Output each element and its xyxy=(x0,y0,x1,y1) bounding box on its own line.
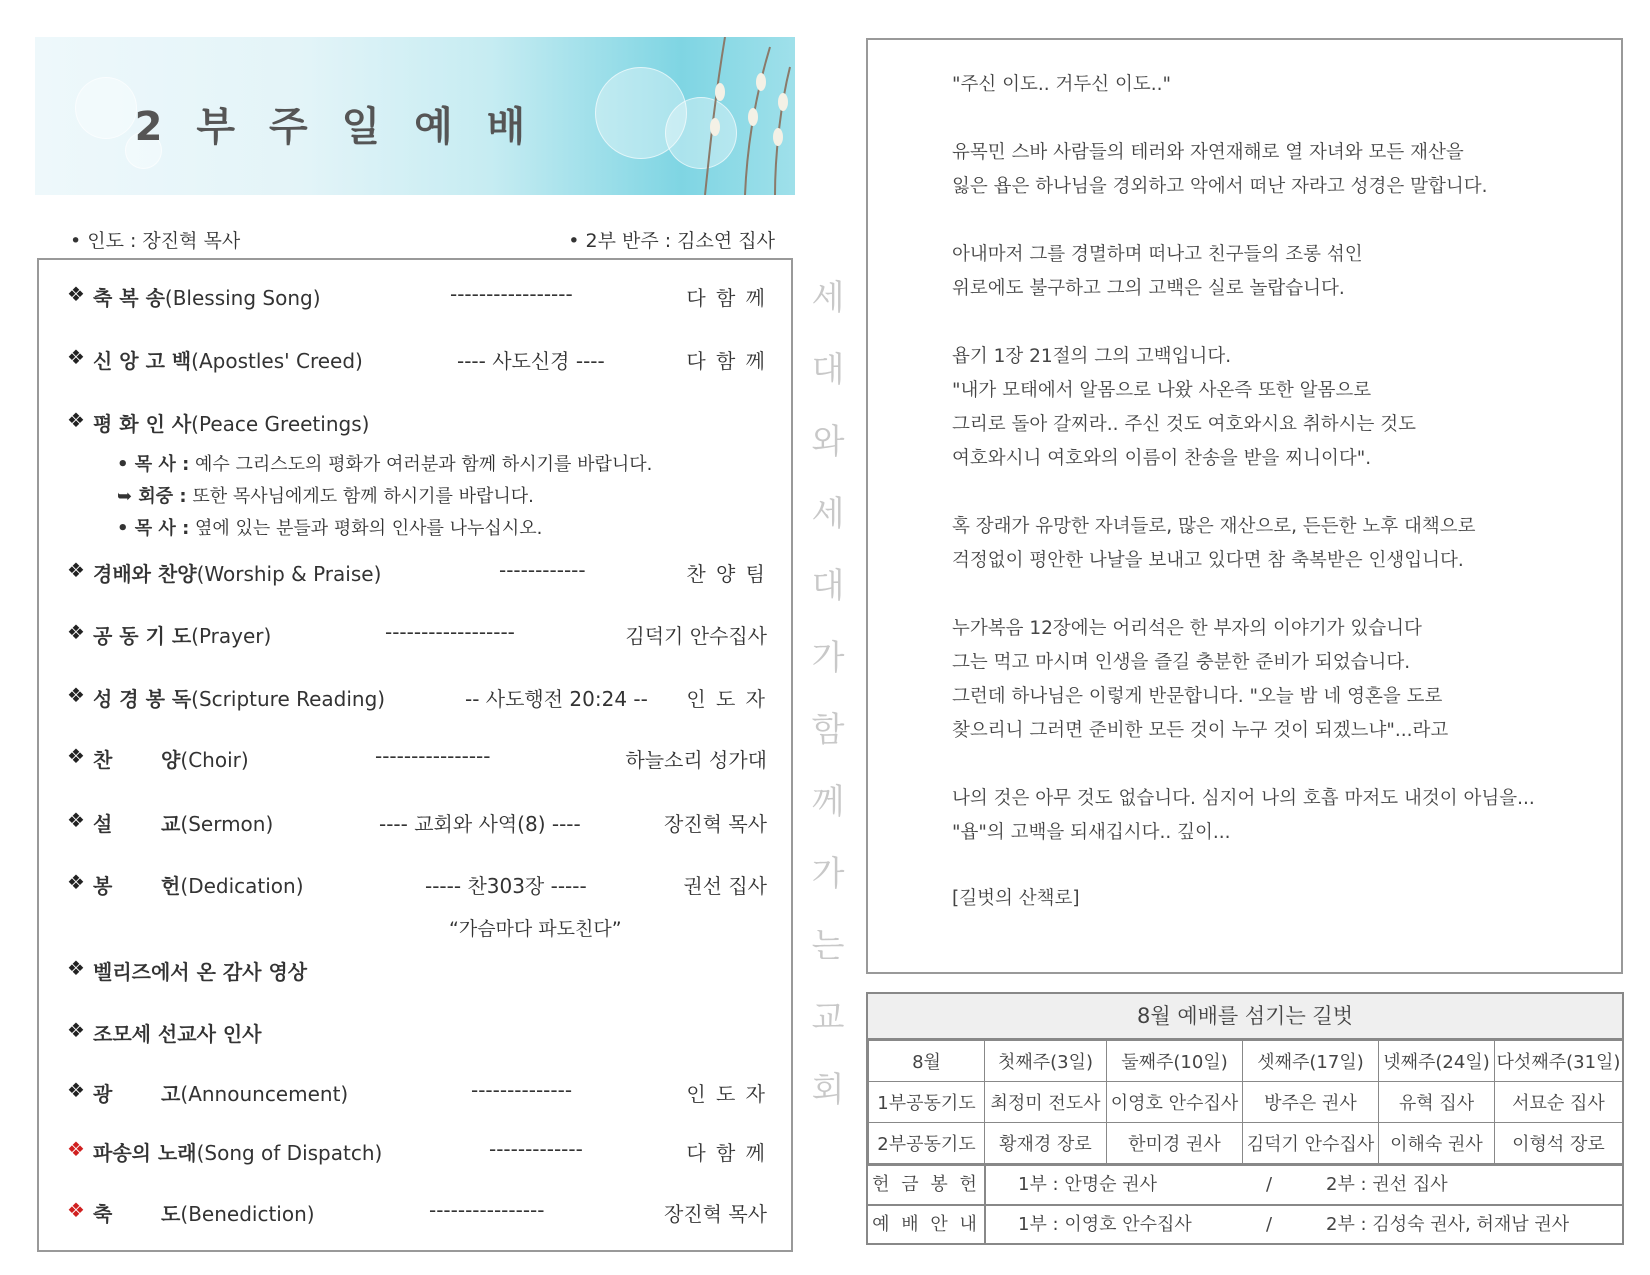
diamond-bullet-icon: ❖ xyxy=(67,1018,85,1042)
meditation-signature: [길벗의 산책로] xyxy=(952,888,1080,909)
diamond-bullet-icon: ❖ xyxy=(67,345,85,369)
order-item-leader: 인 도 자 xyxy=(686,1082,767,1106)
diamond-bullet-icon: ❖ xyxy=(67,282,85,306)
guide-label: 예 배 안 내 xyxy=(868,1206,986,1244)
slogan-char: 가 xyxy=(811,854,845,894)
table-cell: 이영호 안수집사 xyxy=(1107,1082,1243,1123)
diamond-bullet-icon: ❖ xyxy=(67,620,85,644)
order-item-detail: -- 사도행전 20:24 -- xyxy=(465,687,648,711)
order-item-title: 설 교(Sermon) xyxy=(93,812,274,836)
table-cell: 방주은 권사 xyxy=(1243,1082,1379,1123)
schedule-grid xyxy=(868,1040,1623,1164)
order-item xyxy=(67,282,767,316)
diamond-bullet-icon: ❖ xyxy=(67,956,85,980)
order-item-title: 축 도(Benediction) xyxy=(93,1202,315,1226)
order-item-detail: ---- 사도신경 ---- xyxy=(457,349,605,373)
order-item-detail: ---------------- xyxy=(375,744,491,768)
order-item-leader: 권선 집사 xyxy=(683,874,767,898)
header-banner xyxy=(35,37,795,195)
table-cell: 서묘순 집사 xyxy=(1495,1082,1623,1123)
order-of-worship xyxy=(37,258,793,1252)
service-title: 2 부 주 일 예 배 xyxy=(134,104,536,150)
peace-line: ➥ 회중 : 또한 목사님에게도 함께 하시기를 바랍니다. xyxy=(117,486,534,507)
offering-second: 2부 : 권선 집사 xyxy=(1326,1174,1448,1195)
diamond-bullet-icon: ❖ xyxy=(67,1078,85,1102)
slogan-char: 가 xyxy=(811,638,845,678)
diamond-bullet-icon: ❖ xyxy=(67,408,85,432)
order-item-title: 찬 양(Choir) xyxy=(93,748,249,772)
order-item-title: 성 경 봉 독(Scripture Reading) xyxy=(93,687,386,711)
order-item-leader: 김덕기 안수집사 xyxy=(625,624,767,648)
slogan-char: 께 xyxy=(811,782,845,822)
order-item-leader: 찬 양 팀 xyxy=(686,562,767,586)
meditation-line: 그는 먹고 마시며 인생을 즐길 충분한 준비가 되었습니다. xyxy=(952,652,1411,673)
order-item-title: 축 복 송(Blessing Song) xyxy=(93,286,321,310)
diamond-bullet-icon: ❖ xyxy=(67,870,85,894)
order-item-leader: 다 함 께 xyxy=(686,286,767,310)
order-item xyxy=(67,1078,767,1112)
order-item-title: 경배와 찬양(Worship & Praise) xyxy=(93,562,382,586)
meditation-line: 유목민 스바 사람들의 테러와 자연재해로 열 자녀와 모든 재산을 xyxy=(952,142,1464,163)
slogan-char: 는 xyxy=(811,926,845,966)
order-item xyxy=(67,808,767,842)
slogan-char: 함 xyxy=(811,710,845,750)
order-item-leader: 다 함 께 xyxy=(686,1141,767,1165)
diamond-bullet-icon: ❖ xyxy=(67,683,85,707)
table-cell: 이해숙 권사 xyxy=(1379,1123,1495,1164)
offering-separator: / xyxy=(1266,1174,1273,1195)
table-header-cell: 둘째주(10일) xyxy=(1107,1041,1243,1082)
order-item-title: 조모세 선교사 인사 xyxy=(93,1022,262,1046)
table-row xyxy=(869,1082,1623,1123)
meditation-line: 여호와시니 여호와의 이름이 찬송을 받을 찌니이다". xyxy=(952,448,1372,469)
meditation-line: "내가 모태에서 알몸으로 나왔 사온즉 또한 알몸으로 xyxy=(952,380,1372,401)
meditation-line: 그리로 돌아 갈찌라.. 주신 것도 여호와시요 취하시는 것도 xyxy=(952,414,1416,435)
diamond-bullet-icon: ❖ xyxy=(67,1198,85,1222)
meditation-line: 욥기 1장 21절의 그의 고백입니다. xyxy=(952,346,1232,367)
table-header-cell: 넷째주(24일) xyxy=(1379,1041,1495,1082)
slogan-char: 대 xyxy=(811,350,845,390)
meditation-line: "주신 이도.. 거두신 이도.." xyxy=(952,74,1172,95)
order-item-title: 벨리즈에서 온 감사 영상 xyxy=(93,960,308,984)
meditation-line: 누가복음 12장에는 어리석은 한 부자의 이야기가 있습니다 xyxy=(952,618,1422,639)
table-cell: 황재경 장로 xyxy=(985,1123,1107,1164)
meditation-box xyxy=(866,38,1623,974)
meditation-line: 혹 장래가 유망한 자녀들로, 많은 재산으로, 든든한 노후 대책으로 xyxy=(952,516,1476,537)
peace-line: • 목 사 : 옆에 있는 분들과 평화의 인사를 나누십시오. xyxy=(117,518,543,539)
leader-row xyxy=(70,226,775,256)
order-item-detail: ------------ xyxy=(499,558,586,582)
order-item xyxy=(67,1198,767,1232)
diamond-bullet-icon: ❖ xyxy=(67,808,85,832)
meditation-line: 걱정없이 평안한 나날을 보내고 있다면 참 축복받은 인생입니다. xyxy=(952,550,1464,571)
schedule-title: 8월 예배를 섬기는 길벗 xyxy=(868,994,1622,1040)
guide-row xyxy=(868,1204,1622,1244)
diamond-bullet-icon: ❖ xyxy=(67,558,85,582)
order-item-detail: ---------------- xyxy=(429,1198,545,1222)
offering-label: 헌 금 봉 헌 xyxy=(868,1166,986,1204)
table-row xyxy=(869,1123,1623,1164)
slogan-char: 와 xyxy=(811,422,845,462)
vertical-slogan xyxy=(808,262,848,1126)
table-cell: 최정미 전도사 xyxy=(985,1082,1107,1123)
slogan-char: 교 xyxy=(811,998,845,1038)
slogan-char: 세 xyxy=(811,278,845,318)
order-item-leader: 다 함 께 xyxy=(686,349,767,373)
order-item-title: 파송의 노래(Song of Dispatch) xyxy=(93,1141,383,1165)
slogan-char: 회 xyxy=(811,1070,845,1110)
order-item-detail: ------------- xyxy=(489,1137,583,1161)
order-item xyxy=(67,683,767,717)
order-item xyxy=(67,870,767,904)
order-item-title: 공 동 기 도(Prayer) xyxy=(93,624,272,648)
table-row xyxy=(869,1041,1623,1082)
order-item xyxy=(67,345,767,379)
order-item-title: 신 앙 고 백(Apostles' Creed) xyxy=(93,349,363,373)
meditation-line: 그런데 하나님은 이렇게 반문합니다. "오늘 밤 네 영혼을 도로 xyxy=(952,686,1443,707)
offering-first: 1부 : 안명순 권사 xyxy=(1018,1174,1158,1195)
table-header-cell: 8월 xyxy=(869,1041,985,1082)
meditation-line: 아내마저 그를 경멸하며 떠나고 친구들의 조롱 섞인 xyxy=(952,244,1363,265)
table-header-cell: 셋째주(17일) xyxy=(1243,1041,1379,1082)
table-cell: 1부공동기도 xyxy=(869,1082,985,1123)
willow-branch-icon xyxy=(675,37,795,195)
order-item-title: 평 화 인 사(Peace Greetings) xyxy=(93,412,370,436)
meditation-line: 나의 것은 아무 것도 없습니다. 심지어 나의 호흡 마저도 내것이 아님을... xyxy=(952,788,1535,809)
offering-row xyxy=(868,1164,1622,1204)
order-item xyxy=(67,744,767,778)
accompanist-text: • 2부 반주 : 김소연 집사 xyxy=(568,230,775,252)
meditation-line: 위로에도 불구하고 그의 고백은 실로 놀랍습니다. xyxy=(952,278,1345,299)
order-item-title: 광 고(Announcement) xyxy=(93,1082,349,1106)
table-cell: 김덕기 안수집사 xyxy=(1243,1123,1379,1164)
order-item-leader: 인 도 자 xyxy=(686,687,767,711)
order-item-detail: ----------------- xyxy=(450,282,573,306)
order-item-leader: 장진혁 목사 xyxy=(664,1202,767,1226)
diamond-bullet-icon: ❖ xyxy=(67,1137,85,1161)
guide-first: 1부 : 이영호 안수집사 xyxy=(1018,1214,1192,1235)
order-item-detail: -------------- xyxy=(471,1078,573,1102)
meditation-line: "욥"의 고백을 되새깁시다.. 깊이... xyxy=(952,822,1231,843)
table-cell: 이형석 장로 xyxy=(1495,1123,1623,1164)
schedule-table xyxy=(866,992,1624,1245)
order-item xyxy=(67,1018,767,1052)
table-header-cell: 다섯째주(31일) xyxy=(1495,1041,1623,1082)
order-item-leader: 하늘소리 성가대 xyxy=(625,748,767,772)
meditation-line: 잃은 욥은 하나님을 경외하고 악에서 떠난 자라고 성경은 말합니다. xyxy=(952,176,1488,197)
order-item-detail: ---- 교회와 사역(8) ---- xyxy=(379,812,581,836)
order-item-detail: ------------------ xyxy=(385,620,515,644)
slogan-char: 대 xyxy=(811,566,845,606)
guide-separator: / xyxy=(1266,1214,1273,1235)
order-item xyxy=(67,558,767,592)
diamond-bullet-icon: ❖ xyxy=(67,744,85,768)
order-item xyxy=(67,1137,767,1171)
slogan-char: 세 xyxy=(811,494,845,534)
order-item xyxy=(67,620,767,654)
table-header-cell: 첫째주(3일) xyxy=(985,1041,1107,1082)
meditation-line: 찾으리니 그러면 준비한 모든 것이 누구 것이 되겠느냐"...라고 xyxy=(952,720,1449,741)
order-item-detail: ----- 찬303장 ----- xyxy=(425,874,587,898)
peace-line: • 목 사 : 예수 그리스도의 평화가 여러분과 함께 하시기를 바랍니다. xyxy=(117,454,653,475)
table-cell: 한미경 권사 xyxy=(1107,1123,1243,1164)
table-cell: 2부공동기도 xyxy=(869,1123,985,1164)
order-item xyxy=(67,408,767,442)
order-item-title: 봉 헌(Dedication) xyxy=(93,874,304,898)
table-cell: 유혁 집사 xyxy=(1379,1082,1495,1123)
hymn-title: “가슴마다 파도친다” xyxy=(449,918,622,940)
leader-text: • 인도 : 장진혁 목사 xyxy=(70,230,241,252)
order-item-leader: 장진혁 목사 xyxy=(664,812,767,836)
order-item xyxy=(67,956,767,990)
guide-second: 2부 : 김성숙 권사, 허재남 권사 xyxy=(1326,1214,1570,1235)
